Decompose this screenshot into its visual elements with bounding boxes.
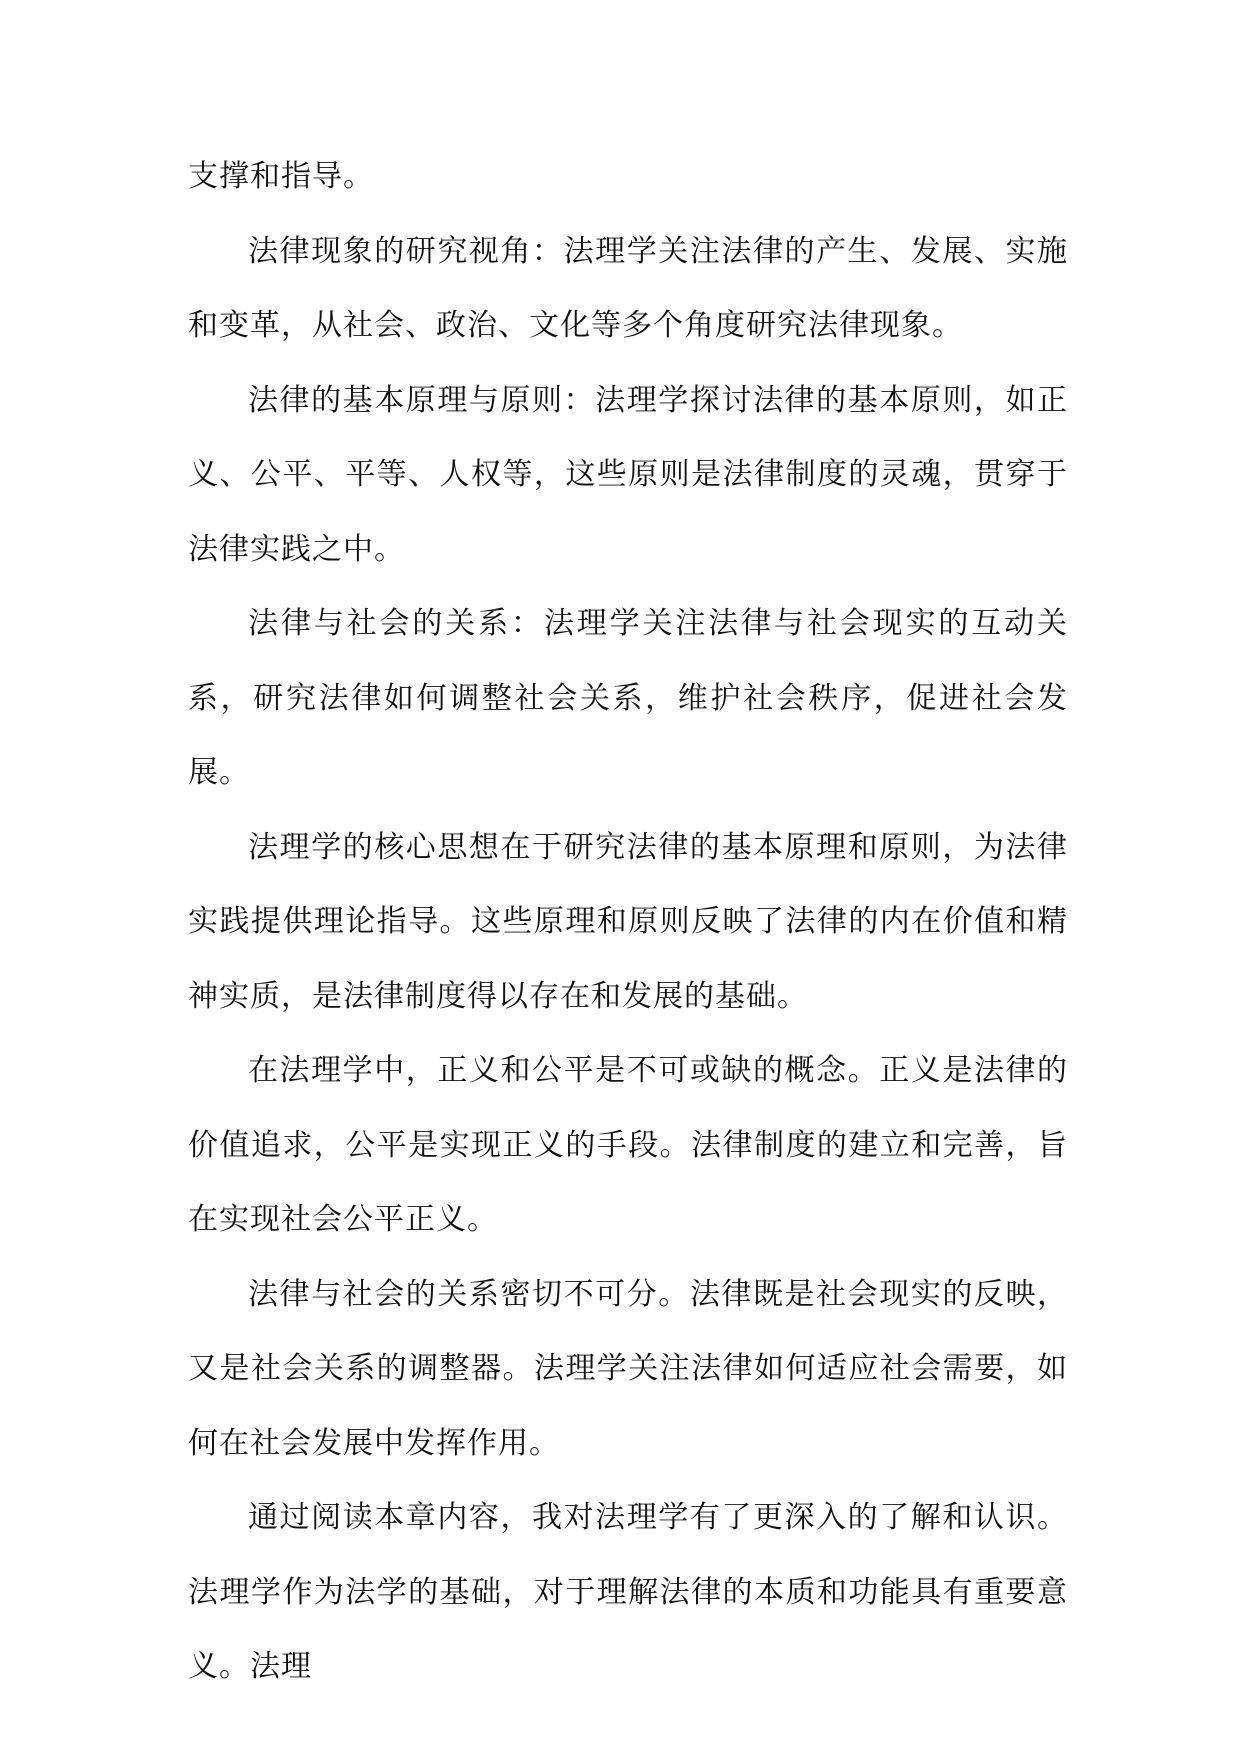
paragraph-8: 通过阅读本章内容，我对法理学有了更深入的了解和认识。法理学作为法学的基础，对于理解法律的本质和功能具有重要意义。法理 [188,1500,1068,1684]
document-body [188,140,1068,1705]
paragraph-2: 法律现象的研究视角：法理学关注法律的产生、发展、实施和变革，从社会、政治、文化等多个角度研究法律现象。 [188,233,1068,343]
paragraph-5: 法理学的核心思想在于研究法律的基本原理和原则，为法律实践提供理论指导。这些原理和原则反映了法律的内在价值和精神实质，是法律制度得以存在和发展的基础。 [188,829,1068,1014]
paragraph-4: 法律与社会的关系：法理学关注法律与社会现实的互动关系，研究法律如何调整社会关系，维护社会秩序，促进社会发展。 [188,606,1068,790]
paragraph-6: 在法理学中，正义和公平是不可或缺的概念。正义是法律的价值追求，公平是实现正义的手段。法律制度的建立和完善，旨在实现社会公平正义。 [188,1053,1068,1237]
paragraph-3: 法律的基本原理与原则：法理学探讨法律的基本原则，如正义、公平、平等、人权等，这些原则是法律制度的灵魂，贯穿于法律实践之中。 [188,382,1068,567]
paragraph-1: 支撑和指导。 [188,159,374,194]
paragraph-7: 法律与社会的关系密切不可分。法律既是社会现实的反映，又是社会关系的调整器。法理学关注法律如何适应社会需要，如何在社会发展中发挥作用。 [188,1276,1068,1461]
